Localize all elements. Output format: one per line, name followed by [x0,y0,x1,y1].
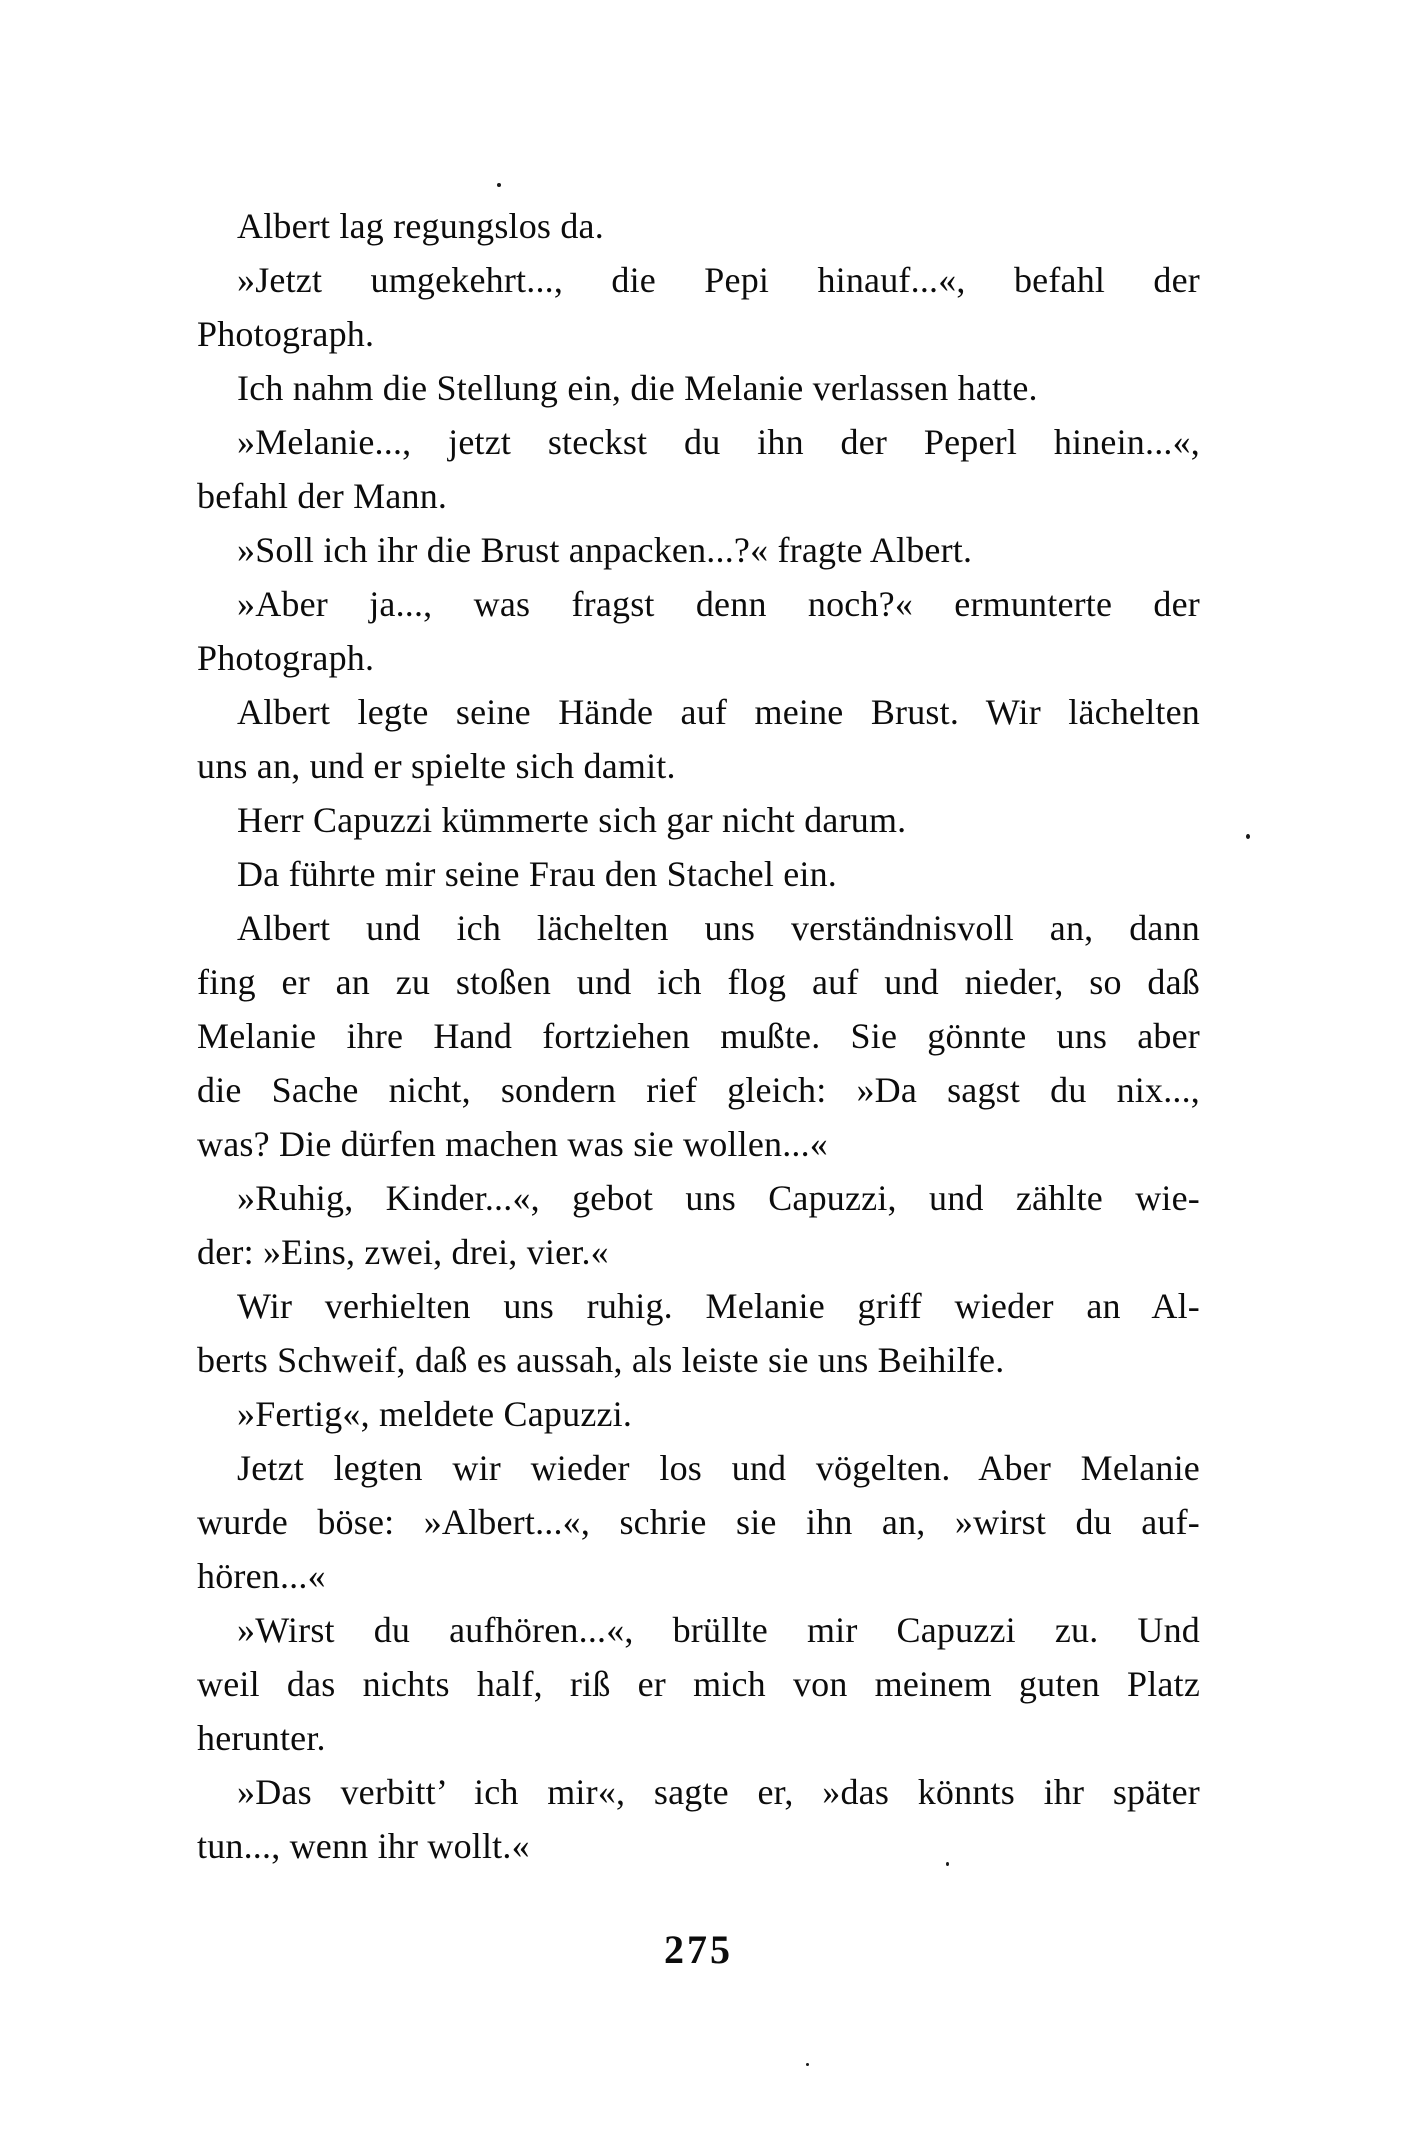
text-line: Photograph. [197,638,375,678]
text-line: Albert und ich lächelten uns verständnisvoll an, dann [237,908,1200,948]
text-line: tun..., wenn ihr wollt.« [197,1826,530,1866]
text-line: was? Die dürfen machen was sie wollen...« [197,1124,828,1164]
text-line: »Melanie..., jetzt steckst du ihn der Peperl hinein...«, [237,422,1200,462]
text-line: der: »Eins, zwei, drei, vier.« [197,1232,609,1272]
text-line: wurde böse: »Albert...«, schrie sie ihn an, »wirst du auf- [197,1502,1200,1542]
text-line: Ich nahm die Stellung ein, die Melanie verlassen hatte. [237,368,1038,408]
text-line: Jetzt legten wir wieder los und vögelten. Aber Melanie [237,1448,1200,1488]
text-line: hören...« [197,1556,326,1596]
text-line: »Wirst du aufhören...«, brüllte mir Capuzzi zu. Und [237,1610,1200,1650]
scan-speck [946,1862,949,1866]
text-line: Wir verhielten uns ruhig. Melanie griff wieder an Al- [237,1286,1200,1326]
text-line: Albert legte seine Hände auf meine Brust. Wir lächelten [237,692,1200,732]
text-line: fing er an zu stoßen und ich flog auf und nieder, so daß [197,962,1200,1002]
text-line: Herr Capuzzi kümmerte sich gar nicht darum. [237,800,907,840]
page-number: 275 [664,1927,733,1972]
text-line: »Fertig«, meldete Capuzzi. [237,1394,633,1434]
text-line: Melanie ihre Hand fortziehen mußte. Sie gönnte uns aber [197,1016,1200,1056]
text-line: Photograph. [197,314,375,354]
text-line: »Ruhig, Kinder...«, gebot uns Capuzzi, und zählte wie- [237,1178,1200,1218]
text-line: weil das nichts half, riß er mich von meinem guten Platz [197,1664,1200,1704]
text-line: »Aber ja..., was fragst denn noch?« ermunterte der [237,584,1200,624]
text-line: »Jetzt umgekehrt..., die Pepi hinauf...«, befahl der [237,260,1200,300]
text-line: Albert lag regungslos da. [237,206,604,246]
scan-speck [806,2063,809,2066]
text-line: die Sache nicht, sondern rief gleich: »Da sagst du nix..., [197,1070,1200,1110]
text-line: Da führte mir seine Frau den Stachel ein. [237,854,838,894]
text-line: herunter. [197,1718,326,1758]
scan-speck [497,183,501,187]
text-line: uns an, und er spielte sich damit. [197,746,676,786]
text-line: »Das verbitt’ ich mir«, sagte er, »das könnts ihr später [237,1772,1200,1812]
text-line: »Soll ich ihr die Brust anpacken...?« fragte Albert. [237,530,973,570]
text-line: befahl der Mann. [197,476,448,516]
text-line: berts Schweif, daß es aussah, als leiste sie uns Beihilfe. [197,1340,1005,1380]
scan-speck [1246,834,1250,839]
text-block [197,199,1200,1873]
